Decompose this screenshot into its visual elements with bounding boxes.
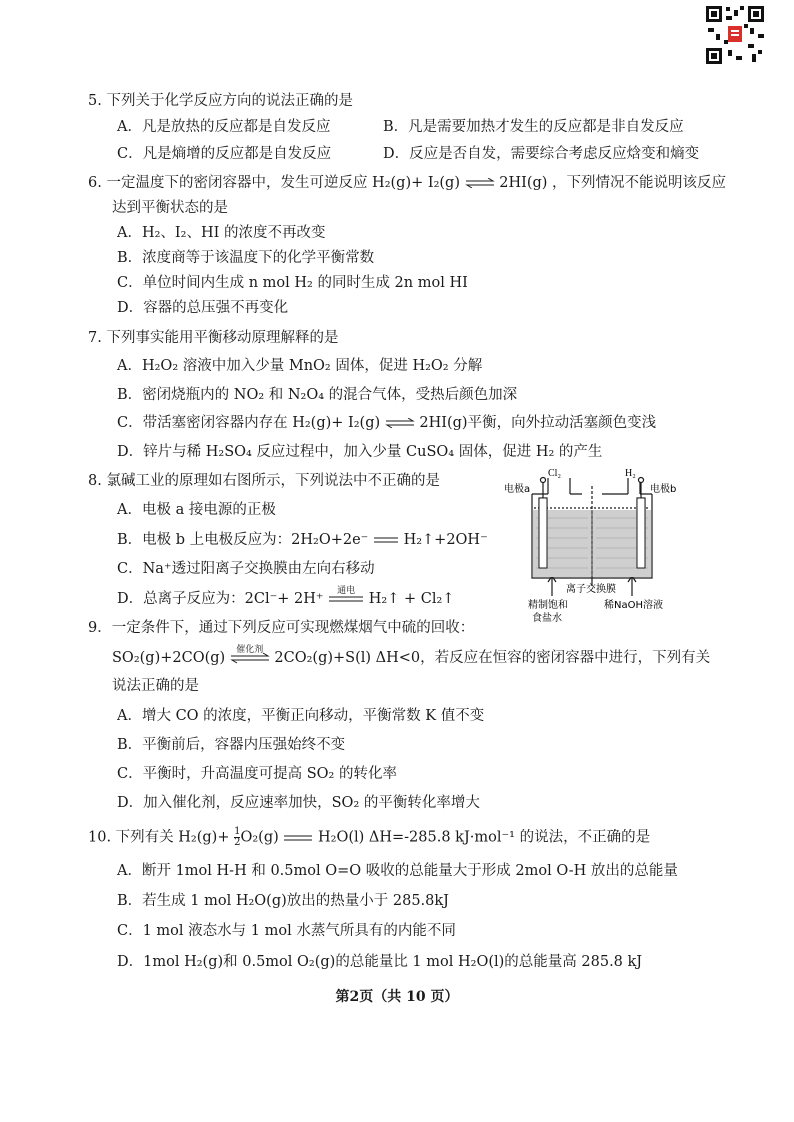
page-footer: 第2页（共 10 页）: [335, 989, 459, 1005]
q9-stem: 9．一定条件下，通过下列反应可实现燃煤烟气中硫的回收：: [88, 620, 475, 636]
q7-option-c: C．带活塞密闭容器内存在 H₂(g)+ I₂(g) 2HI(g)平衡，向外拉动活塞颜色变浅: [117, 415, 657, 431]
inlet-left-label-2: 食盐水: [532, 613, 562, 624]
q10-option-c: C．1 mol 液态水与 1 mol 水蒸气所具有的内能不同: [117, 923, 456, 939]
q8-option-a: A．电极 a 接电源的正极: [117, 502, 276, 518]
membrane-label: 离子交换膜: [566, 584, 616, 595]
electrolysis-cell-figure: [492, 468, 707, 628]
q9-option-d: D．加入催化剂，反应速率加快，SO₂ 的平衡转化率增大: [117, 795, 480, 811]
q6-stem: 6. 一定温度下的密闭容器中，发生可逆反应 H₂(g)+ I₂(g) 2HI(g) ，下列情况不能说明该反应: [88, 175, 727, 191]
q5-option-a: A．凡是放热的反应都是自发反应: [117, 119, 331, 135]
q7-stem: 7. 下列事实能用平衡移动原理解释的是: [88, 330, 339, 346]
q5-option-d: D．反应是否自发，需要综合考虑反应焓变和熵变: [383, 146, 700, 162]
one-half-fraction: $\frac{1}{2}$: [234, 826, 241, 848]
q6-option-c: C．单位时间内生成 n mol H₂ 的同时生成 2n mol HI: [117, 275, 468, 291]
q7-option-a: A．H₂O₂ 溶液中加入少量 MnO₂ 固体，促进 H₂O₂ 分解: [117, 358, 483, 374]
q10-option-d: D．1mol H₂(g)和 0.5mol O₂(g)的总能量比 1 mol H₂O(l)的总能量高 285.8 kJ: [117, 954, 643, 970]
equals-arrow-icon: [373, 535, 399, 545]
q5-stem: 5. 下列关于化学反应方向的说法正确的是: [88, 93, 353, 109]
equals-arrow-icon: [283, 833, 313, 843]
q6-stem-cont: 达到平衡状态的是: [112, 200, 228, 216]
q10-option-a: A．断开 1mol H-H 和 0.5mol O=O 吸收的总能量大于形成 2mol O-H 放出的总能量: [117, 863, 678, 879]
q9-option-a: A．增大 CO 的浓度，平衡正向移动，平衡常数 K 值不变: [117, 708, 485, 724]
q6-option-b: B．浓度商等于该温度下的化学平衡常数: [117, 250, 375, 266]
electrode-a-label: 电极a: [504, 484, 531, 495]
cl2-label: Cl₂: [548, 468, 561, 479]
q9-option-c: C．平衡时，升高温度可提高 SO₂ 的转化率: [117, 766, 397, 782]
reversible-arrow-icon: [465, 178, 495, 188]
q10-stem: 10. 下列有关 H₂(g)+ $\frac{1}{2}$ O₂(g) H₂O(l) ΔH=-285.8 kJ·mol⁻¹ 的说法，不正确的是: [88, 826, 651, 848]
q5-option-c: C．凡是熵增的反应都是自发反应: [117, 146, 332, 162]
catalyst-arrow: 催化剂: [230, 651, 270, 665]
q8-option-c: C．Na⁺透过阳离子交换膜由左向右移动: [117, 561, 375, 577]
chlor-alkali-diagram: [492, 468, 707, 628]
q6-option-d: D．容器的总压强不再变化: [117, 300, 289, 316]
q5-option-b: B．凡是需要加热才发生的反应都是非自发反应: [383, 119, 684, 135]
q6-option-a: A．H₂、I₂、HI 的浓度不再改变: [117, 225, 326, 241]
q8-stem: 8. 氯碱工业的原理如右图所示，下列说法中不正确的是: [88, 473, 440, 489]
q9-option-b: B．平衡前后，容器内压强始终不变: [117, 737, 346, 753]
reversible-arrow-icon: [385, 418, 415, 428]
q8-option-d: D．总离子反应为：2Cl⁻+ 2H⁺ 通电 H₂↑ + Cl₂↑: [117, 586, 455, 607]
q7-option-d: D．锌片与稀 H₂SO₄ 反应过程中，加入少量 CuSO₄ 固体，促进 H₂ 的产生: [117, 444, 603, 460]
q7-option-b: B．密闭烧瓶内的 NO₂ 和 N₂O₄ 的混合气体，受热后颜色加深: [117, 387, 518, 403]
q9-equation: SO₂(g)+2CO(g) 催化剂 2CO₂(g)+S(l) ΔH<0，若反应在恒容的密闭容器中进行，下列有关: [112, 645, 711, 666]
q9-stem-cont: 说法正确的是: [112, 678, 199, 694]
qr-code: [704, 4, 766, 66]
electrolysis-arrow: 通电: [328, 592, 364, 606]
q10-option-b: B．若生成 1 mol H₂O(g)放出的热量小于 285.8kJ: [117, 893, 449, 909]
inlet-left-label: 精制饱和: [528, 600, 568, 611]
h2-label: H₂: [625, 468, 636, 479]
electrode-b-label: 电极b: [650, 484, 677, 495]
q8-option-b: B．电极 b 上电极反应为：2H₂O+2e⁻ H₂↑+2OH⁻: [117, 532, 488, 548]
inlet-right-label: 稀NaOH溶液: [604, 600, 663, 611]
